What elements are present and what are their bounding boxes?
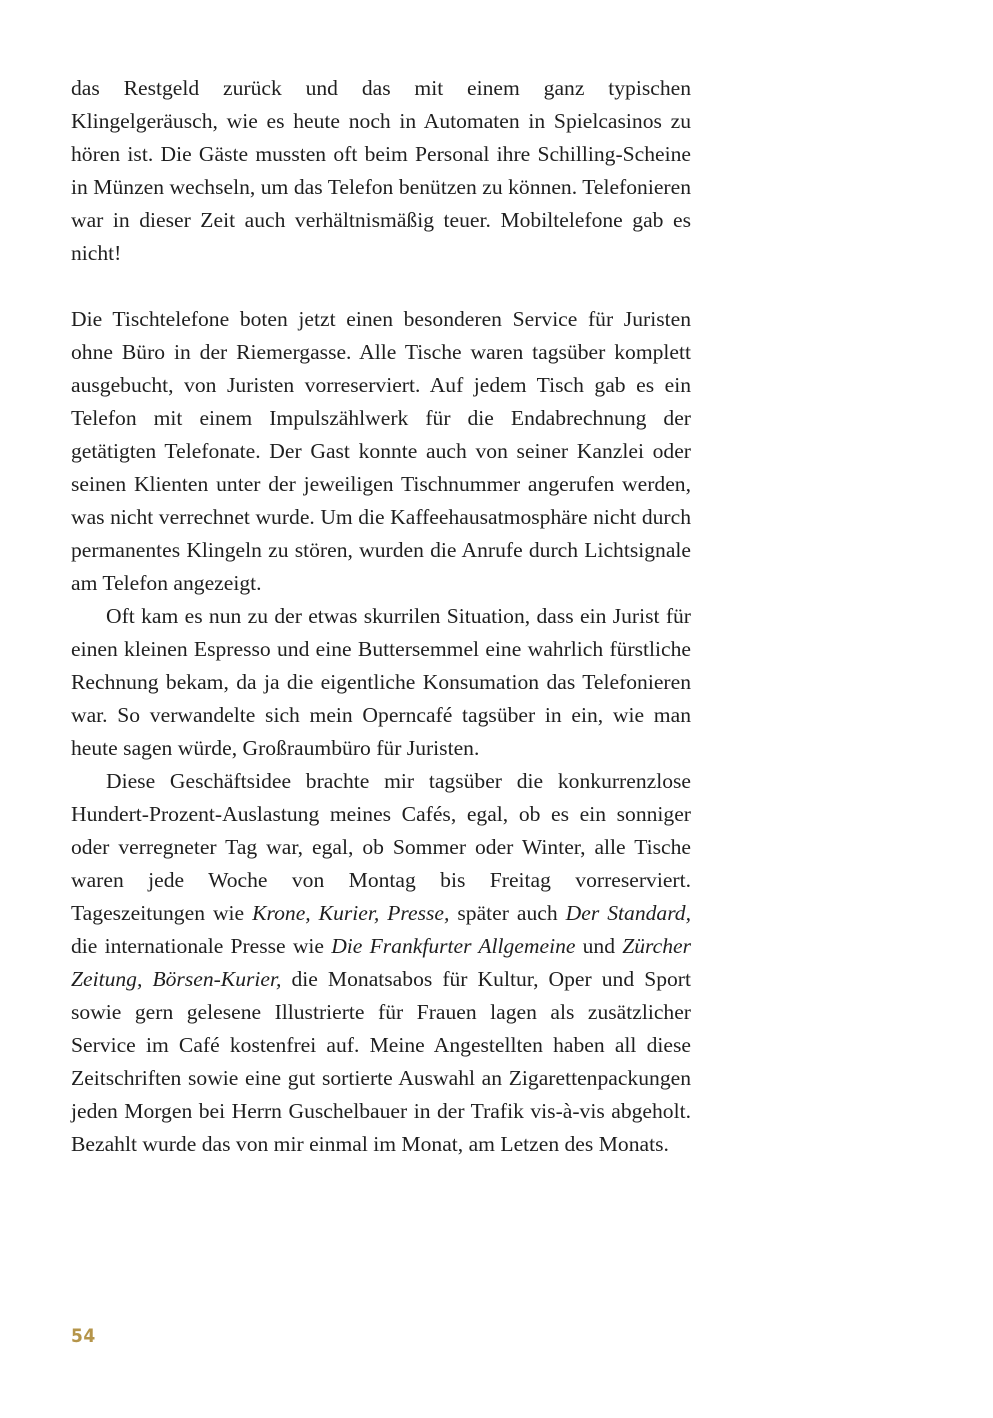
paragraph-gap — [71, 270, 691, 303]
body-text — [71, 72, 691, 1161]
page-number: 54 — [71, 1325, 96, 1347]
newspaper-title-frankfurter: Die Frankfurter Allgemeine — [331, 934, 576, 958]
paragraph-4 — [71, 765, 691, 1161]
paragraph-1: das Restgeld zurück und das mit einem ganz typischen Klingelgeräusch, wie es heute noch in Automaten in Spielcasinos zu hören ist. Die Gäste mussten oft beim Personal ihre Schilling-Scheine in Münzen wechseln, um das Telefon benützen zu können. Telefonieren war in dieser Zeit auch verhältnismäßig teuer. Mobiltelefone gab es nicht! — [71, 76, 691, 265]
paragraph-2: Die Tischtelefone boten jetzt einen besonderen Service für Juristen ohne Büro in der Riemergasse. Alle Tische waren tagsüber komplett ausgebucht, von Juristen vorreserviert. Auf jedem Tisch gab es ein Telefon mit einem Impulszählwerk für die Endabrechnung der getätigten Telefonate. Der Gast konnte auch von seiner Kanzlei oder seinen Klienten unter der jeweiligen Tischnummer angerufen werden, was nicht verrechnet wurde. Um die Kaffeehausatmosphäre nicht durch permanentes Klingeln zu stören, wurden die Anrufe durch Lichtsignale am Telefon angezeigt. — [71, 307, 691, 595]
paragraph-4-text-2: später auch — [449, 901, 566, 925]
paragraph-4-text-5: die Monatsabos für Kultur, Oper und Sport sowie gern gelesene Illustrierte für Frauen lagen als zusätzlicher Service im Café kostenfrei auf. Meine Angestellten haben all diese Zeitschriften sowie eine gut sortierte Auswahl an Zigarettenpackungen jeden Morgen bei Herrn Guschelbauer in der Trafik vis-à-vis abgeholt. Bezahlt wurde das von mir einmal im Monat, am Letzen des Monats. — [71, 967, 691, 1156]
newspaper-titles-2: Zürcher Zeitung, Börsen-Kurier, — [71, 934, 691, 991]
paragraph-4-text-3: die internationale Presse wie — [71, 934, 332, 958]
newspaper-titles-1: Krone, Kurier, Presse, — [252, 901, 450, 925]
paragraph-4-text-4: und — [575, 934, 623, 958]
paragraph-3: Oft kam es nun zu der etwas skurrilen Situation, dass ein Jurist für einen kleinen Espresso und eine Buttersemmel eine wahrlich fürstliche Rechnung bekam, da ja die eigentliche Konsumation das Telefonieren war. So verwandelte sich mein Operncafé tagsüber in ein, wie man heute sagen würde, Großraumbüro für Juristen. — [71, 604, 691, 760]
paragraph-4-text-1: Diese Geschäftsidee brachte mir tagsüber die konkurrenzlose Hundert-Prozent-Auslastung meines Cafés, egal, ob es ein sonniger oder verregneter Tag war, egal, ob Sommer oder Winter, alle Tische waren jede Woche von Montag bis Freitag vorreserviert. Tageszeitungen wie — [71, 769, 691, 925]
newspaper-title-standard: Der Standard, — [565, 901, 692, 925]
